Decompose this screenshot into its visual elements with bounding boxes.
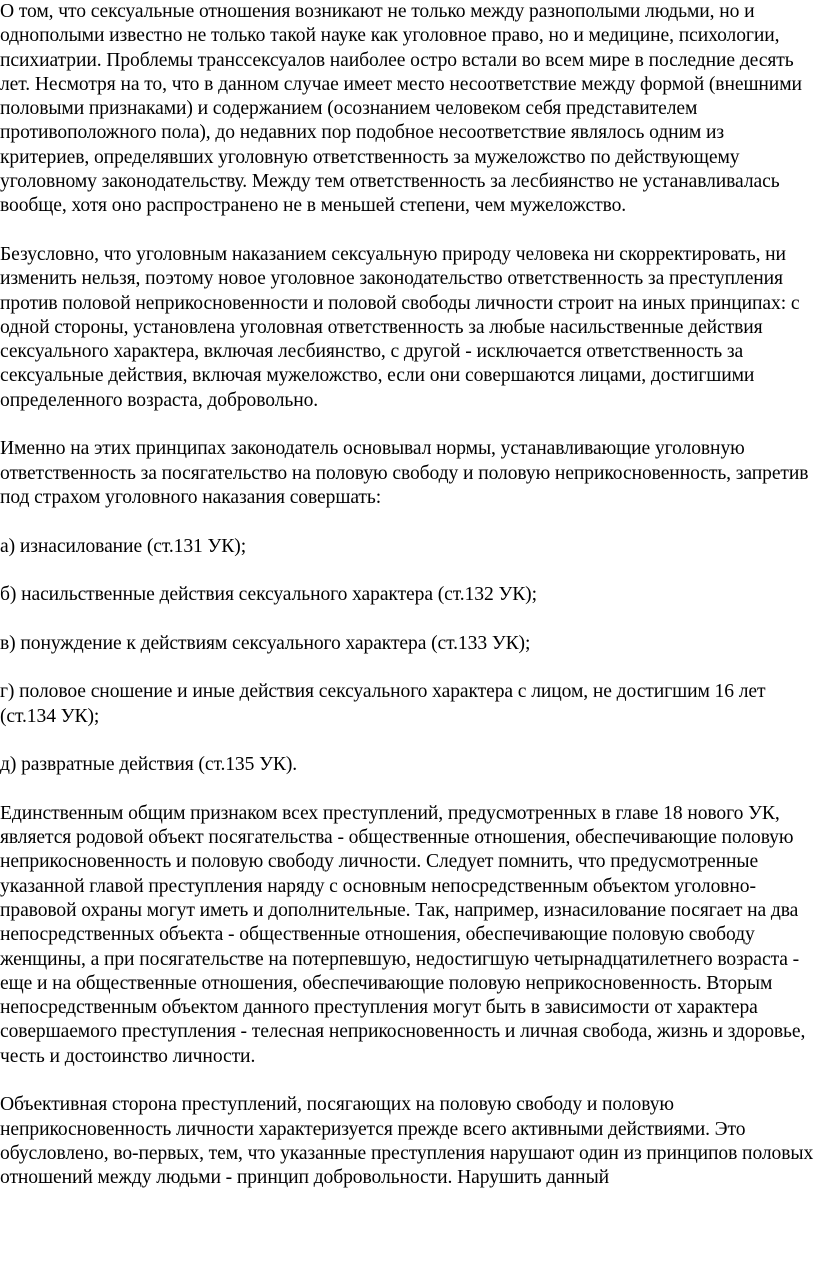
list-item-v: в) понуждение к действиям сексуального характера (ст.133 УК); bbox=[0, 632, 531, 654]
paragraph-norms: Именно на этих принципах законодатель основывал нормы, устанавливающие уголовную ответственность за посягательство на половую свободу и половую неприкосновенность, запретив под страхом уголовного наказания совершать: bbox=[0, 438, 809, 508]
paragraph-object: Единственным общим признаком всех преступлений, предусмотренных в главе 18 нового УК, является родовой объект посягательства - общественные отношения, обеспечивающие половую неприкосновенность и половую свободу личности. Следует помнить, что предусмотренные указанной главой преступления наряду с основным непосредственным объектом уголовно-правовой охраны могут иметь и дополнительные. Так, например, изнасилование посягает на два непосредственных объекта - общественные отношения, обеспечивающие половую свободу женщины, а при посягательстве на потерпевшую, недостигшую четырнадцатилетнего возраста - еще и на общественные отношения, обеспечивающие половую неприкосновенность. Вторым непосредственным объектом данного преступления могут быть в зависимости от характера совершаемого преступления - телесная неприкосновенность и личная свобода, жизнь и здоровье, честь и достоинство личности. bbox=[0, 802, 806, 1067]
list-item-b: б) насильственные действия сексуального характера (ст.132 УК); bbox=[0, 584, 537, 606]
list-item-d: д) развратные действия (ст.135 УК). bbox=[0, 754, 298, 776]
list-item-a: а) изнасилование (ст.131 УК); bbox=[0, 535, 247, 557]
paragraph-objective-side: Объективная сторона преступлений, посягающих на половую свободу и половую неприкосновенность личности характеризуется прежде всего активными действиями. Это обусловлено, во-первых, тем, что указанные преступления нарушают один из принципов половых отношений между людьми - принцип добровольности. Нарушить данный bbox=[0, 1094, 814, 1189]
paragraph-intro: О том, что сексуальные отношения возникают не только между разнополыми людьми, но и однополыми известно не только такой науке как уголовное право, но и медицине, психологии, психиатрии. Проблемы транссексуалов наиболее остро встали во всем мире в последние десять лет. Несмотря на то, что в данном случае имеет место несоответствие между формой (внешними половыми признаками) и содержанием (осознанием человеком себя представителем противоположного пола), до недавних пор подобное несоответствие являлось одним из критериев, определявших уголовную ответственность за мужеложство по действующему уголовному законодательству. Между тем ответственность за лесбиянство не устанавливалась вообще, хотя оно распространено не в меньшей степени, чем мужеложство. bbox=[0, 1, 802, 217]
list-item-g: г) половое сношение и иные действия сексуального характера с лицом, не достигшим 16 лет (ст.134 УК); bbox=[0, 681, 766, 727]
paragraph-principles: Безусловно, что уголовным наказанием сексуальную природу человека ни скорректировать, ни изменить нельзя, поэтому новое уголовное законодательство ответственность за преступления против половой неприкосновенности и половой свободы личности строит на иных принципах: с одной стороны, установлена уголовная ответственность за любые насильственные действия сексуального характера, включая лесбиянство, с другой - исключается ответственность за сексуальные действия, включая мужеложство, если они совершаются лицами, достигшими определенного возраста, добровольно. bbox=[0, 243, 800, 411]
